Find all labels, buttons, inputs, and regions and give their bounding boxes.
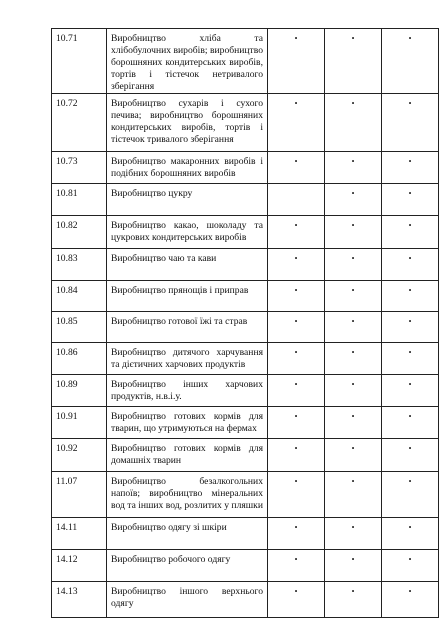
mark-cell: [382, 518, 439, 550]
activity-description: Виробництво робочого одягу: [107, 550, 268, 582]
activity-code: 10.86: [52, 343, 107, 375]
mark-cell: [325, 343, 382, 375]
mark-cell: [268, 375, 325, 407]
bullet-marker: •: [294, 380, 298, 389]
activity-codes-table: [51, 28, 439, 618]
bullet-marker: •: [294, 444, 298, 453]
bullet-marker: •: [294, 555, 298, 564]
table-row: [52, 343, 439, 375]
bullet-marker: •: [351, 286, 355, 295]
activity-description: Виробництво хліба та хлібобулочних виробів; виробництво борошняних кондитерських виробів, тортів і тістечок нетривалого зберігання: [107, 29, 268, 94]
mark-cell: [325, 216, 382, 249]
bullet-marker: •: [408, 380, 412, 389]
bullet-marker: •: [408, 189, 412, 198]
table-row: [52, 94, 439, 152]
bullet-marker: •: [294, 157, 298, 166]
mark-cell: [268, 29, 325, 94]
mark-cell: [325, 375, 382, 407]
mark-cell: [382, 216, 439, 249]
bullet-marker: •: [294, 412, 298, 421]
bullet-marker: •: [294, 587, 298, 596]
mark-cell: [268, 550, 325, 582]
activity-code: 10.72: [52, 94, 107, 152]
mark-cell: [325, 249, 382, 281]
activity-code: 10.91: [52, 407, 107, 439]
bullet-marker: •: [408, 477, 412, 486]
table-row: [52, 216, 439, 249]
table-row: [52, 312, 439, 343]
bullet-marker: •: [351, 555, 355, 564]
bullet-marker: •: [408, 286, 412, 295]
table-row: [52, 472, 439, 518]
bullet-marker: •: [408, 555, 412, 564]
activity-description: Виробництво какао, шоколаду та цукрових кондитерських виробів: [107, 216, 268, 249]
mark-cell: [268, 582, 325, 618]
mark-cell: [382, 407, 439, 439]
bullet-marker: •: [408, 157, 412, 166]
mark-cell: [382, 582, 439, 618]
mark-cell: [382, 472, 439, 518]
activity-code: 10.92: [52, 439, 107, 472]
mark-cell: [268, 216, 325, 249]
activity-code: 10.81: [52, 184, 107, 216]
bullet-marker: •: [351, 412, 355, 421]
activity-description: Виробництво готових кормів для домашніх тварин: [107, 439, 268, 472]
activity-description: Виробництво одягу зі шкіри: [107, 518, 268, 550]
mark-cell: [382, 550, 439, 582]
mark-cell: [325, 550, 382, 582]
mark-cell: [382, 249, 439, 281]
mark-cell: [268, 281, 325, 312]
bullet-marker: •: [408, 254, 412, 263]
mark-cell: [325, 281, 382, 312]
bullet-marker: •: [408, 444, 412, 453]
mark-cell: [268, 249, 325, 281]
bullet-marker: •: [351, 380, 355, 389]
mark-cell: [268, 343, 325, 375]
bullet-marker: •: [351, 254, 355, 263]
mark-cell: [382, 94, 439, 152]
mark-cell: [268, 184, 325, 216]
bullet-marker: •: [408, 34, 412, 43]
activity-code: 14.12: [52, 550, 107, 582]
table-row: [52, 184, 439, 216]
bullet-marker: •: [351, 523, 355, 532]
bullet-marker: •: [294, 348, 298, 357]
activity-code: 11.07: [52, 472, 107, 518]
mark-cell: [325, 29, 382, 94]
table-row: [52, 152, 439, 184]
mark-cell: [325, 582, 382, 618]
bullet-marker: •: [351, 348, 355, 357]
activity-description: Виробництво іншого верхнього одягу: [107, 582, 268, 618]
mark-cell: [268, 312, 325, 343]
activity-code: 10.85: [52, 312, 107, 343]
bullet-marker: •: [408, 412, 412, 421]
mark-cell: [382, 439, 439, 472]
table-row: [52, 29, 439, 94]
table-row: [52, 281, 439, 312]
activity-code: 10.73: [52, 152, 107, 184]
bullet-marker: •: [294, 34, 298, 43]
table-row: [52, 518, 439, 550]
bullet-marker: •: [351, 189, 355, 198]
table-row: [52, 249, 439, 281]
bullet-marker: •: [408, 587, 412, 596]
mark-cell: [382, 375, 439, 407]
bullet-marker: •: [351, 317, 355, 326]
mark-cell: [325, 439, 382, 472]
bullet-marker: •: [294, 477, 298, 486]
bullet-marker: •: [408, 221, 412, 230]
bullet-marker: •: [408, 348, 412, 357]
activity-description: Виробництво прянощів і приправ: [107, 281, 268, 312]
mark-cell: [382, 29, 439, 94]
mark-cell: [268, 439, 325, 472]
activity-code: 14.11: [52, 518, 107, 550]
activity-code: 10.89: [52, 375, 107, 407]
activity-description: Виробництво цукру: [107, 184, 268, 216]
mark-cell: [268, 518, 325, 550]
mark-cell: [268, 407, 325, 439]
activity-description: Виробництво готових кормів для тварин, що утримуються на фермах: [107, 407, 268, 439]
bullet-marker: •: [351, 587, 355, 596]
bullet-marker: •: [294, 254, 298, 263]
table-row: [52, 407, 439, 439]
activity-code: 10.84: [52, 281, 107, 312]
bullet-marker: •: [294, 286, 298, 295]
bullet-marker: •: [351, 444, 355, 453]
mark-cell: [325, 94, 382, 152]
activity-code: 14.13: [52, 582, 107, 618]
mark-cell: [382, 281, 439, 312]
mark-cell: [268, 94, 325, 152]
activity-description: Виробництво дитячого харчування та дієтичних харчових продуктів: [107, 343, 268, 375]
activity-code: 10.71: [52, 29, 107, 94]
activity-description: Виробництво безалкогольних напоїв; виробництво мінеральних вод та інших вод, розлитих у пляшки: [107, 472, 268, 518]
bullet-marker: •: [408, 523, 412, 532]
mark-cell: [325, 407, 382, 439]
mark-cell: [382, 343, 439, 375]
table-row: [52, 439, 439, 472]
mark-cell: [268, 472, 325, 518]
bullet-marker: •: [351, 477, 355, 486]
activity-description: Виробництво чаю та кави: [107, 249, 268, 281]
activity-description: Виробництво готової їжі та страв: [107, 312, 268, 343]
mark-cell: [268, 152, 325, 184]
bullet-marker: •: [351, 221, 355, 230]
table-row: [52, 582, 439, 618]
bullet-marker: •: [408, 99, 412, 108]
bullet-marker: •: [294, 221, 298, 230]
mark-cell: [325, 152, 382, 184]
activity-description: Виробництво сухарів і сухого печива; виробництво борошняних кондитерських виробів, тортів і тістечок тривалого зберігання: [107, 94, 268, 152]
mark-cell: [382, 312, 439, 343]
mark-cell: [382, 184, 439, 216]
activity-code: 10.82: [52, 216, 107, 249]
mark-cell: [325, 472, 382, 518]
bullet-marker: •: [351, 34, 355, 43]
mark-cell: [325, 312, 382, 343]
bullet-marker: •: [294, 99, 298, 108]
activity-description: Виробництво інших харчових продуктів, н.в.і.у.: [107, 375, 268, 407]
mark-cell: [382, 152, 439, 184]
activity-code: 10.83: [52, 249, 107, 281]
bullet-marker: •: [294, 317, 298, 326]
bullet-marker: •: [408, 317, 412, 326]
mark-cell: [325, 518, 382, 550]
activity-description: Виробництво макаронних виробів і подібних борошняних виробів: [107, 152, 268, 184]
table-row: [52, 550, 439, 582]
bullet-marker: •: [351, 157, 355, 166]
mark-cell: [325, 184, 382, 216]
table-row: [52, 375, 439, 407]
bullet-marker: •: [294, 523, 298, 532]
bullet-marker: •: [351, 99, 355, 108]
